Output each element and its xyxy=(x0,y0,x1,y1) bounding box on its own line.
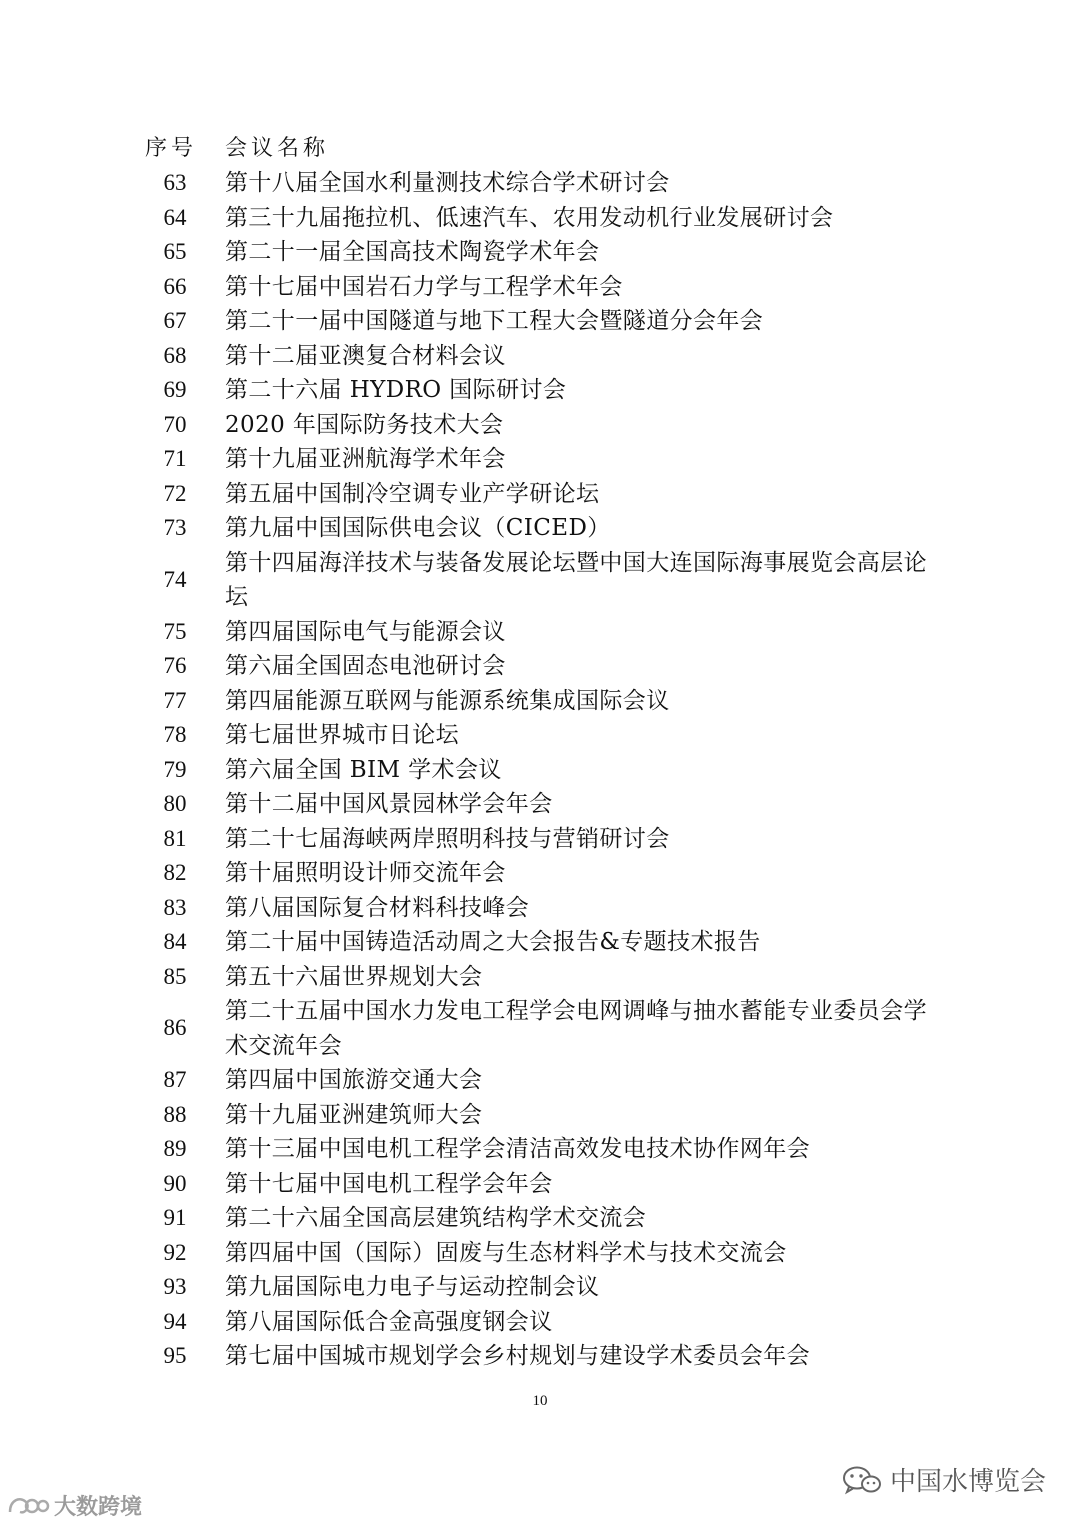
table-row xyxy=(145,960,945,995)
table-row xyxy=(145,1063,945,1098)
table-row xyxy=(145,753,945,788)
watermark-wechat-text: 中国水博览会 xyxy=(889,1467,1046,1497)
row-serial-number: 81 xyxy=(163,825,187,851)
row-serial-number: 90 xyxy=(163,1170,187,1196)
row-meeting-name: 第四届国际电气与能源会议 xyxy=(225,618,506,645)
row-serial-number: 88 xyxy=(163,1101,187,1127)
meeting-list xyxy=(145,166,945,1374)
table-row xyxy=(145,1201,945,1236)
header-meeting-name: 会议名称 xyxy=(225,135,330,161)
row-serial-number: 74 xyxy=(163,566,187,592)
row-serial-number: 80 xyxy=(163,791,187,816)
row-meeting-name: 第五十六届世界规划大会 xyxy=(225,963,483,990)
row-serial-number: 94 xyxy=(163,1308,187,1334)
row-meeting-name: 第十八届全国水利量测技术综合学术研讨会 xyxy=(225,170,670,196)
table-row xyxy=(145,891,945,926)
wechat-icon xyxy=(842,1465,882,1495)
row-meeting-name: 第二十七届海峡两岸照明科技与营销研讨会 xyxy=(225,825,670,852)
table-row xyxy=(145,822,945,857)
table-row xyxy=(145,787,945,822)
row-serial-number: 89 xyxy=(163,1136,187,1161)
row-serial-number: 87 xyxy=(163,1067,187,1092)
row-meeting-name: 第十届照明设计师交流年会 xyxy=(225,860,506,886)
row-meeting-name: 第八届国际复合材料科技峰会 xyxy=(225,894,530,921)
table-row xyxy=(145,1167,945,1202)
table-row xyxy=(145,373,945,408)
row-meeting-name: 第四届中国旅游交通大会 xyxy=(225,1067,483,1093)
row-serial-number: 70 xyxy=(163,411,187,437)
row-meeting-name: 第六届全国 BIM 学术会议 xyxy=(225,756,502,783)
row-serial-number: 73 xyxy=(163,515,187,540)
table-row xyxy=(145,408,945,443)
row-serial-number: 77 xyxy=(163,687,187,713)
row-serial-number: 72 xyxy=(163,480,187,506)
row-serial-number: 63 xyxy=(163,170,187,195)
brand-logo-icon xyxy=(6,1492,50,1520)
row-meeting-name: 第九届中国国际供电会议（CICED） xyxy=(225,515,611,541)
row-serial-number: 93 xyxy=(163,1274,187,1299)
row-serial-number: 69 xyxy=(163,377,187,402)
row-meeting-name: 第十四届海洋技术与装备发展论坛暨中国大连国际海事展览会高层论坛 xyxy=(225,549,927,610)
table-row xyxy=(145,235,945,270)
row-serial-number: 76 xyxy=(163,653,187,678)
row-meeting-name: 第四届中国（国际）固废与生态材料学术与技术交流会 xyxy=(225,1239,787,1266)
row-serial-number: 91 xyxy=(163,1205,187,1230)
table-row xyxy=(145,925,945,960)
table-row xyxy=(145,1098,945,1133)
row-serial-number: 84 xyxy=(163,929,187,954)
row-meeting-name: 第十九届亚洲建筑师大会 xyxy=(225,1101,483,1128)
row-meeting-name: 第十七届中国岩石力学与工程学术年会 xyxy=(225,273,623,300)
table-row xyxy=(145,994,945,1063)
row-meeting-name: 第二十六届全国高层建筑结构学术交流会 xyxy=(225,1205,647,1231)
row-meeting-name: 第十二届中国风景园林学会年会 xyxy=(225,791,553,817)
table-row xyxy=(145,1305,945,1340)
table-row xyxy=(145,649,945,684)
table-row xyxy=(145,546,945,615)
row-serial-number: 67 xyxy=(163,308,187,333)
row-serial-number: 85 xyxy=(163,963,187,989)
table-row xyxy=(145,1270,945,1305)
row-serial-number: 83 xyxy=(163,894,187,920)
row-meeting-name: 第七届世界城市日论坛 xyxy=(225,722,459,748)
table-row xyxy=(145,511,945,546)
row-serial-number: 66 xyxy=(163,273,187,299)
table-row xyxy=(145,1132,945,1167)
row-meeting-name: 第十三届中国电机工程学会清洁高效发电技术协作网年会 xyxy=(225,1136,810,1162)
table-row xyxy=(145,856,945,891)
table-header xyxy=(145,128,329,164)
table-row xyxy=(145,684,945,719)
row-meeting-name: 2020 年国际防务技术大会 xyxy=(225,411,504,438)
row-meeting-name: 第二十届中国铸造活动周之大会报告&专题技术报告 xyxy=(225,929,761,955)
row-meeting-name: 第十七届中国电机工程学会年会 xyxy=(225,1170,553,1197)
watermark-brand-text: 大数跨境 xyxy=(54,1495,143,1520)
row-meeting-name: 第十九届亚洲航海学术年会 xyxy=(225,446,506,472)
row-serial-number: 64 xyxy=(163,204,187,230)
row-meeting-name: 第二十一届全国高技术陶瓷学术年会 xyxy=(225,239,600,265)
row-meeting-name: 第二十五届中国水力发电工程学会电网调峰与抽水蓄能专业委员会学术交流年会 xyxy=(225,998,927,1059)
row-meeting-name: 第二十六届 HYDRO 国际研讨会 xyxy=(225,377,567,403)
row-serial-number: 78 xyxy=(163,722,187,747)
watermark-brand xyxy=(6,1490,142,1521)
table-row xyxy=(145,270,945,305)
table-row xyxy=(145,477,945,512)
header-serial-number: 序号 xyxy=(145,135,198,161)
row-serial-number: 65 xyxy=(163,239,187,264)
row-meeting-name: 第十二届亚澳复合材料会议 xyxy=(225,342,506,369)
row-serial-number: 86 xyxy=(163,1015,187,1041)
table-row xyxy=(145,339,945,374)
row-meeting-name: 第四届能源互联网与能源系统集成国际会议 xyxy=(225,687,670,714)
table-row xyxy=(145,442,945,477)
page-number: 10 xyxy=(532,1393,548,1409)
row-serial-number: 68 xyxy=(163,342,187,368)
row-meeting-name: 第二十一届中国隧道与地下工程大会暨隧道分会年会 xyxy=(225,308,764,334)
table-row xyxy=(145,1236,945,1271)
row-meeting-name: 第六届全国固态电池研讨会 xyxy=(225,653,506,679)
row-meeting-name: 第八届国际低合金高强度钢会议 xyxy=(225,1308,553,1335)
row-serial-number: 75 xyxy=(163,618,187,644)
row-serial-number: 95 xyxy=(163,1343,187,1368)
row-serial-number: 82 xyxy=(163,860,187,885)
row-meeting-name: 第九届国际电力电子与运动控制会议 xyxy=(225,1274,600,1300)
watermark-wechat-account xyxy=(842,1461,1046,1498)
row-serial-number: 92 xyxy=(163,1239,187,1265)
table-row xyxy=(145,166,945,201)
table-row xyxy=(145,615,945,650)
row-serial-number: 71 xyxy=(163,446,187,471)
row-meeting-name: 第三十九届拖拉机、低速汽车、农用发动机行业发展研讨会 xyxy=(225,204,834,231)
row-serial-number: 79 xyxy=(163,756,187,782)
table-row xyxy=(145,304,945,339)
table-row xyxy=(145,1339,945,1374)
table-row xyxy=(145,718,945,753)
row-meeting-name: 第七届中国城市规划学会乡村规划与建设学术委员会年会 xyxy=(225,1343,810,1369)
table-row xyxy=(145,201,945,236)
row-meeting-name: 第五届中国制冷空调专业产学研论坛 xyxy=(225,480,600,507)
